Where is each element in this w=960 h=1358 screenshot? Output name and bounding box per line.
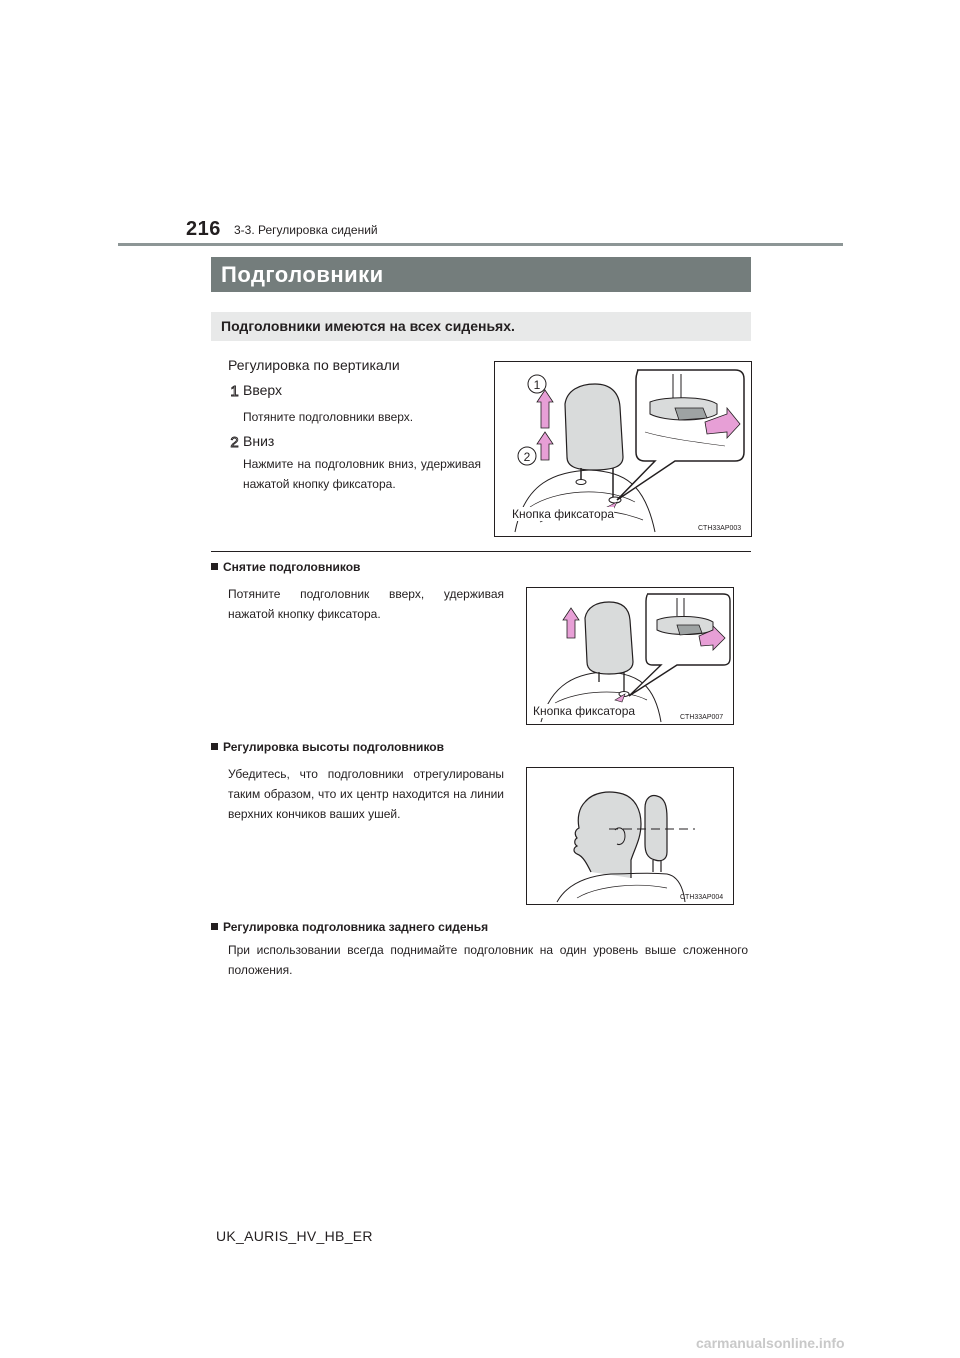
bullet-square-icon: [211, 923, 218, 930]
figure-vertical-adjustment: [494, 361, 752, 537]
section-subtitle: Подголовники имеются на всех сиденьях.: [211, 312, 751, 341]
item-text-up: Потяните подголовники вверх.: [243, 410, 414, 424]
vertical-intro: Регулировка по вертикали: [228, 357, 400, 373]
head-position-illustration: [527, 768, 733, 904]
item-number-2: [229, 433, 240, 449]
height-heading: Регулировка высоты подголовников: [211, 740, 444, 754]
item-title-up: Вверх: [243, 382, 283, 398]
height-text: Убедитесь, что подголовники отрегулированы таким образом, что их центр находится на линии верхних кончиков ваших ушей.: [228, 767, 504, 821]
bullet-square-icon: [211, 563, 218, 570]
page-number: 216: [186, 218, 221, 240]
number-1-icon: [229, 382, 240, 398]
figure-code: CTH33AP003: [698, 525, 742, 532]
item-text-down: Нажмите на подголовник вниз, удерживая нажатой кнопку фиксатора.: [243, 457, 481, 491]
document-code: UK_AURIS_HV_HB_ER: [216, 1228, 373, 1244]
svg-text:2: 2: [523, 450, 531, 464]
figure-code-3: CTH33AP004: [680, 894, 724, 901]
section-title: Подголовники: [211, 257, 751, 292]
section-divider: [211, 551, 751, 552]
figure-caption-latch-button-2: Кнопка фиксатора: [533, 704, 636, 718]
item-number-1: [229, 382, 240, 398]
removal-heading: Снятие подголовников: [211, 560, 360, 574]
bullet-square-icon: [211, 743, 218, 750]
watermark: carmanualsonline.info: [696, 1335, 845, 1351]
svg-text:2: 2: [230, 434, 239, 449]
removal-text: Потяните подголовник вверх, удерживая нажатой кнопку фиксатора.: [228, 587, 504, 621]
rear-heading: Регулировка подголовника заднего сиденья: [211, 920, 488, 934]
svg-text:1: 1: [533, 378, 541, 392]
figure-removal: [526, 587, 734, 725]
figure-height: [526, 767, 734, 905]
number-2-icon: [229, 433, 240, 449]
header-rule: [118, 243, 843, 246]
figure-code-2: CTH33AP007: [680, 714, 724, 721]
rear-text: При использовании всегда поднимайте подголовник на один уровень выше сложенного положения.: [228, 943, 748, 977]
figure-caption-latch-button: Кнопка фиксатора: [512, 507, 615, 521]
svg-text:1: 1: [230, 383, 239, 398]
chapter-title: 3-3. Регулировка сидений: [234, 223, 378, 237]
item-title-down: Вниз: [243, 433, 275, 449]
